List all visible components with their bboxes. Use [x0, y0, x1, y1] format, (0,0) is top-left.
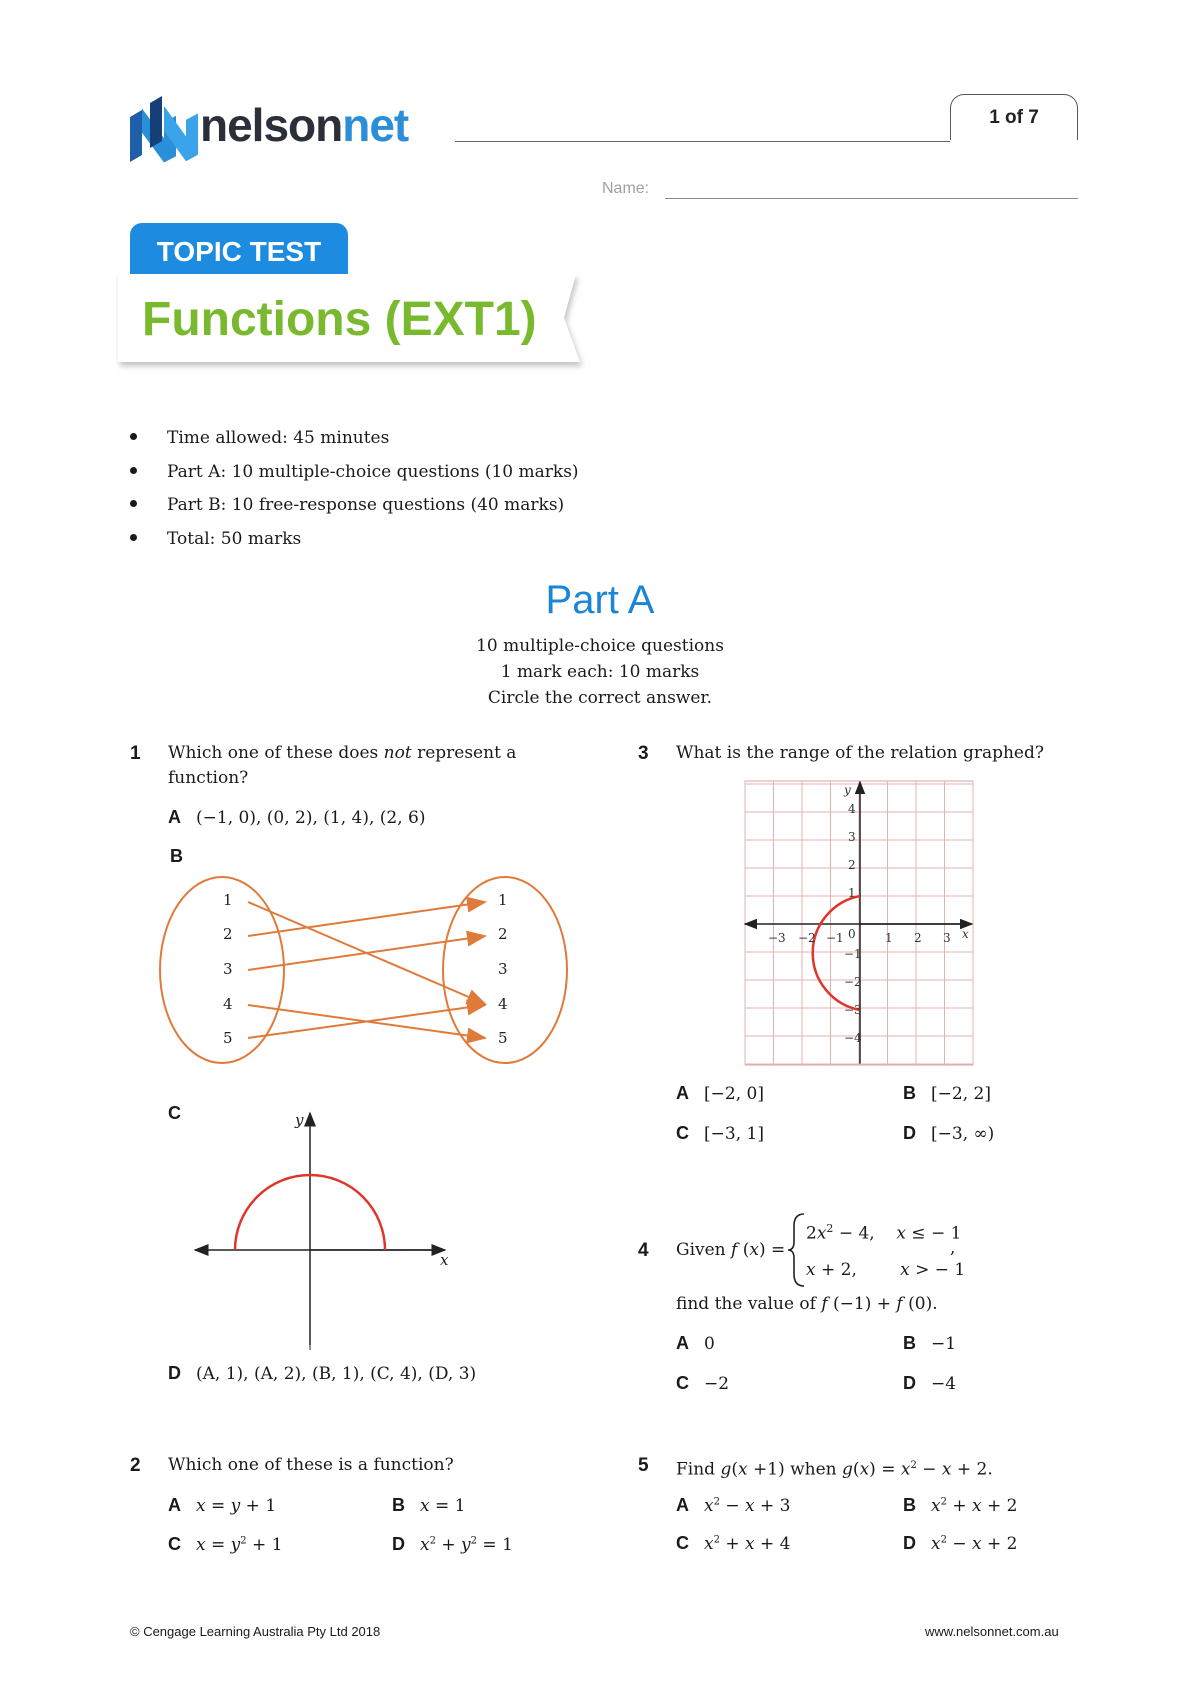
part-info-line: 10 multiple-choice questions — [476, 636, 724, 656]
q2-option-a[interactable]: A x = y + 1 — [168, 1495, 277, 1516]
y-axis-label: y — [295, 1111, 304, 1129]
piecewise-brace — [786, 1212, 808, 1288]
q1-option-d[interactable]: D (A, 1), (A, 2), (B, 1), (C, 4), (D, 3) — [168, 1363, 477, 1384]
q4-option-c[interactable]: C −2 — [676, 1373, 730, 1394]
q5-option-d[interactable]: D $x^2 - x + 2$ — [903, 1533, 1018, 1554]
q1-semicircle-graph — [190, 1105, 460, 1355]
domain-value: 3 — [223, 960, 233, 978]
y-tick: 4 — [848, 802, 856, 816]
q4-option-a[interactable]: A 0 — [676, 1333, 715, 1354]
q3-option-c[interactable]: C [−3, 1] — [676, 1123, 764, 1144]
x-axis-label: x — [962, 927, 969, 941]
y-axis-label: y — [844, 783, 851, 797]
q3-option-b[interactable]: B [−2, 2] — [903, 1083, 991, 1104]
q1-text: Which one of these does not represent a function? — [168, 743, 517, 788]
q5-option-b[interactable]: B $x^2 + x + 2$ — [903, 1495, 1018, 1516]
bullet-part-b: Part B: 10 free-response questions (40 marks) — [130, 495, 564, 515]
q4-option-b[interactable]: B −1 — [903, 1333, 957, 1354]
q2-option-d[interactable]: D $x^2 + y^2 = 1$ — [392, 1534, 513, 1555]
graph-grid — [745, 781, 973, 1065]
q5-number: 5 — [638, 1455, 649, 1476]
y-tick: −3 — [844, 1003, 862, 1017]
x-tick: 2 — [914, 931, 922, 945]
x-tick: 0 — [848, 927, 856, 941]
q1-option-b[interactable]: B — [170, 846, 183, 866]
x-tick: −2 — [798, 931, 816, 945]
q4-number: 4 — [638, 1240, 649, 1261]
bullet-total: Total: 50 marks — [130, 529, 301, 549]
x-axis-label: x — [440, 1251, 449, 1269]
y-tick: 3 — [848, 830, 856, 844]
name-label: Name: — [602, 180, 650, 197]
page-title: Functions (EXT1) — [142, 293, 537, 346]
q3-number: 3 — [638, 743, 649, 764]
bullet-part-a: Part A: 10 multiple-choice questions (10 marks) — [130, 462, 579, 482]
range-value: 1 — [498, 891, 508, 909]
q2-text: Which one of these is a function? — [168, 1455, 454, 1475]
q1-option-c[interactable]: C — [168, 1103, 181, 1123]
q4-find: find the value of f (−1) + f (0). — [676, 1294, 938, 1314]
y-tick: −1 — [844, 947, 862, 961]
piecewise-comma: , — [950, 1238, 956, 1258]
x-tick: 1 — [885, 931, 893, 945]
copyright-footer: © Cengage Learning Australia Pty Ltd 2018 — [130, 1624, 381, 1639]
q2-option-b[interactable]: B x = 1 — [392, 1495, 466, 1516]
q3-relation-graph — [740, 778, 980, 1068]
range-value: 3 — [498, 960, 508, 978]
domain-value: 4 — [223, 995, 233, 1013]
y-tick: −2 — [844, 975, 862, 989]
q3-text: What is the range of the relation graphed? — [676, 743, 1044, 763]
part-info-line: 1 mark each: 10 marks — [500, 662, 700, 682]
q2-number: 2 — [130, 1455, 141, 1476]
q2-option-c[interactable]: C $x = y^2 + 1$ — [168, 1534, 283, 1555]
y-tick: −4 — [844, 1031, 862, 1045]
domain-value: 5 — [223, 1029, 233, 1047]
nelsonnet-logo-icon — [130, 95, 198, 167]
q3-option-d[interactable]: D [−3, ∞) — [903, 1123, 995, 1144]
header-rule — [455, 141, 950, 142]
range-value: 2 — [498, 925, 508, 943]
q4-option-d[interactable]: D −4 — [903, 1373, 957, 1394]
topic-test-badge: TOPIC TEST — [130, 223, 348, 280]
q5-option-c[interactable]: C $x^2 + x + 4$ — [676, 1533, 791, 1554]
q1-number: 1 — [130, 743, 141, 764]
q3-option-a[interactable]: A [−2, 0] — [676, 1083, 764, 1104]
part-info-line: Circle the correct answer. — [487, 688, 713, 708]
range-value: 4 — [498, 995, 508, 1013]
y-tick: 2 — [848, 858, 856, 872]
domain-value: 2 — [223, 925, 233, 943]
x-tick: −3 — [768, 931, 786, 945]
q4-given: Given f (x) = — [676, 1240, 786, 1260]
x-tick: −1 — [826, 931, 844, 945]
q1-option-a[interactable]: A (−1, 0), (0, 2), (1, 4), (2, 6) — [168, 807, 426, 828]
q1-mapping-diagram — [155, 870, 575, 1070]
name-field-line — [665, 198, 1078, 199]
range-value: 5 — [498, 1029, 508, 1047]
website-link[interactable]: www.nelsonnet.com.au — [925, 1624, 1059, 1639]
q5-text: Find g(x +1) when $g(x) = x^2 - x + 2$. — [676, 1459, 993, 1480]
x-tick: 3 — [943, 931, 951, 945]
piecewise-case-2: x + 2, x > − 1 — [806, 1260, 966, 1280]
y-tick: 1 — [848, 886, 856, 900]
bullet-time: Time allowed: 45 minutes — [130, 428, 389, 448]
nelsonnet-logo: nelsonnet — [200, 99, 409, 151]
q5-option-a[interactable]: A $x^2 - x + 3$ — [676, 1495, 791, 1516]
domain-value: 1 — [223, 891, 233, 909]
page-indicator: 1 of 7 — [950, 94, 1078, 140]
part-a-heading: Part A — [545, 578, 655, 622]
piecewise-case-1: $2x^2 - 4$, x ≤ − 1 — [806, 1222, 962, 1244]
